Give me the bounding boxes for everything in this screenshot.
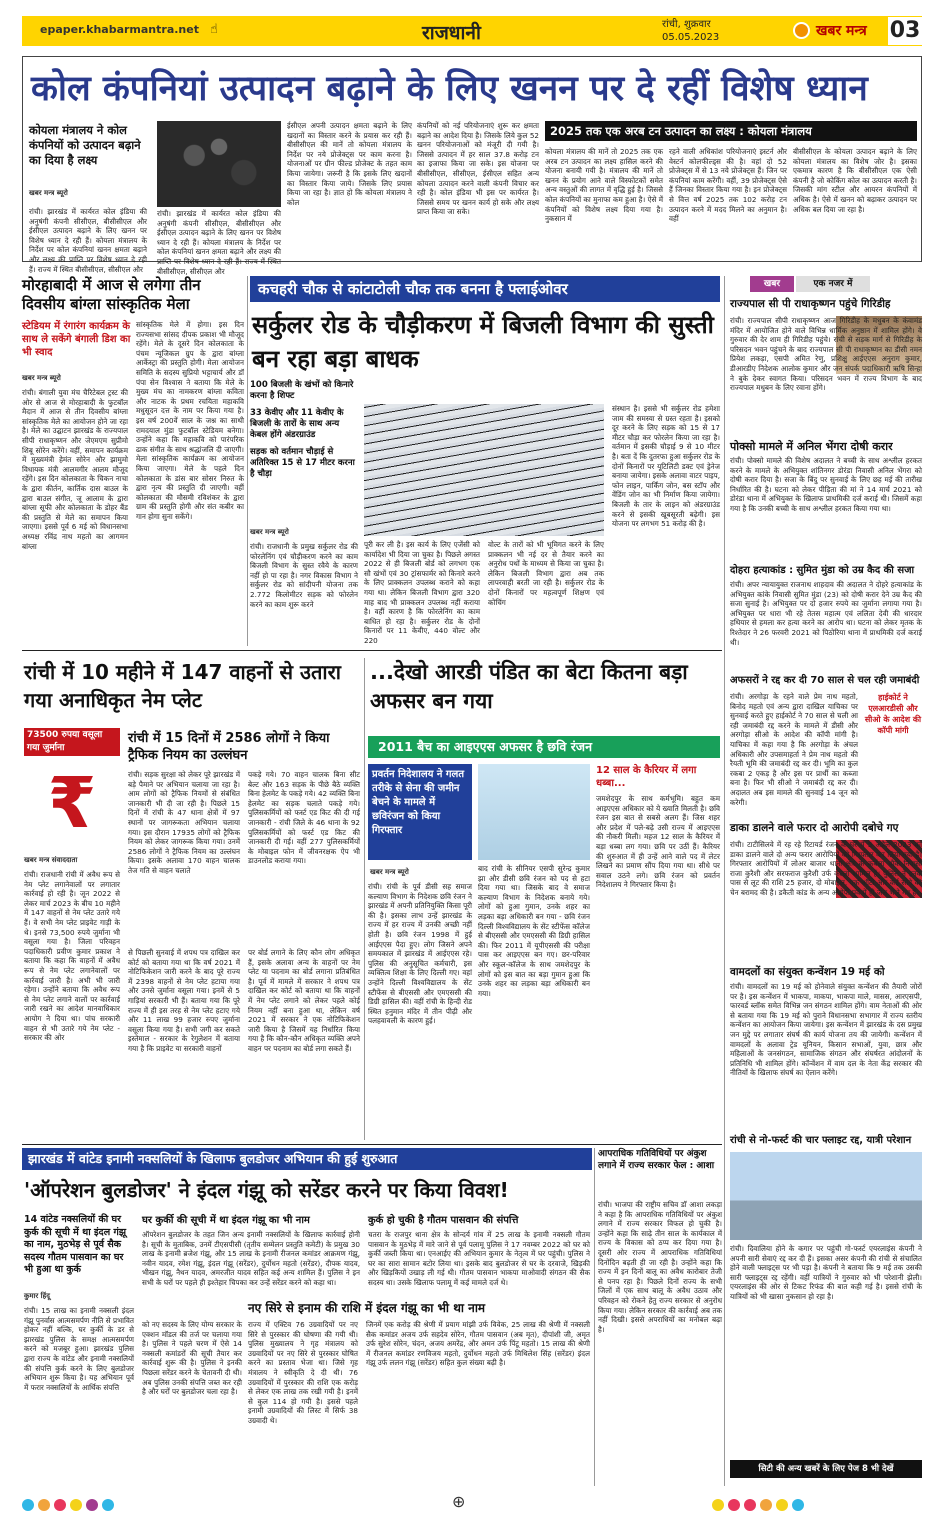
color-dot <box>744 1499 756 1511</box>
bangla-story <box>22 276 244 646</box>
lead-col-3: ईसीएल अपनी उत्पादन क्षमता बढ़ाने के लिए खदानों का विस्तार करने के प्रयास कर रही हैं। बीसीसीएल की मानें तो कोयला मंत्रालय के निर्देश पर नये प्रोजेक्ट्स पर काम करना है। योजनाओं पर ग्रीन फील्ड प्रोजेक्ट के तहत काम किया जायेगा। जरूरी है कि इसके लिए खदानों का विस्तार किया जाये। जिसके लिए प्रयास किया जा रहा है। ज्ञात हो कि कोयला मंत्रालय ने कोल <box>287 121 412 207</box>
flyover-col-3: वोल्ट के तारों को भी भूमिगत करने के लिए प्राक्कलन भी नई दर से तैयार करने का अनुरोध पथों के माध्यम से किया जा चुका है। लेकिन बिजली विभाग द्वारा अब तक लापरवाही बरती जा रही है। सर्कुलर रोड के दोनों किनारों पर महत्वपूर्ण शिक्षण एवं कोचिंग <box>488 540 604 607</box>
flyover-point-2: 33 केवीए और 11 केवीए के बिजली के तारों के साथ अन्य केबल होंगे अंडरग्राउंड <box>250 408 344 440</box>
lead-col-1: रांची। झारखंड में कार्यरत कोल इंडिया की अनुषंगी कंपनी सीसीएल, बीसीसीएल और ईसीएल उत्पादन बढ़ाने के लिए खनन पर विशेष ध्यान दे रही हैं। कोयला मंत्रालय के निर्देश पर कोल कंपनियां खनन क्षमता बढ़ाने और लक्ष्य की प्राप्ति पर विशेष ध्यान दे रही हैं। राज्य में स्थित बीसीसीएल, सीसीएल और <box>29 207 147 274</box>
section-divider <box>22 1144 722 1145</box>
plates-subhead: रांची में 15 दिनों में 2586 लोगों ने किया ट्रैफिक नियम का उल्लंघन <box>128 731 330 763</box>
page-number: 03 <box>889 18 921 43</box>
naxal-story <box>22 1148 592 1488</box>
column-divider <box>724 276 725 1486</box>
naxal-subhead: 14 वांटेड नक्सलियों की घर कुर्क की सूची में था इंदल गंझू का नाम, मुठभेड़ से पूर्व सैक सदस्य गौतम पासवान का घर भी हुआ था कुर्क <box>24 1214 127 1275</box>
ias-col-1: रांची। रांची के पूर्व डीसी सह समाज कल्याण विभाग के निदेशक छवि रंजन ने झारखंड में अपनी प्रतिनियुक्ति किसा पूरी की है। इसका लाभ उन्हें झारखंड के राज्य में हर राज्य में उनकी अच्छी नहीं होती है। छवि रंजन 1998 में हुई आईएएस पैदा हुए। लोग जिसने अपने समयकाल में झारखंड में आईएएस रहे। पुलिस की अनुसूचित कर्मचारी, इस व्यक्तित्व शिक्षा के लिए दिल्ली गए। वहां उन्होंने दिल्ली विश्वविद्यालय के सेंट स्टीफेंस से बीएससी और एमएससी की डिग्री हासिल की। वहीं रांची के हिन्दी रोड स्थित हनुमान मंदिर में तीन पीढ़ी और पलहवावली के कारण हुई। <box>368 882 472 1026</box>
column-divider <box>594 1148 595 1486</box>
section-divider <box>22 650 722 651</box>
tag-khabar: खबर <box>750 276 794 292</box>
brand-logo-icon <box>793 22 810 39</box>
plates-col-3: पकड़े गये। 70 वाहन चालक बिना सीट बेल्ट और 163 सड़क के पीछे बैठे व्यक्ति बिना हेलमेट के पकड़े गये। 42 व्यक्ति बिना हेलमेट का सड़क चलाते पकड़े गये। पुलिसकर्मियों को फर्स्ट एड किट की दी गई जानकारी - रांची जिले के 46 थाना के 92 पुलिसकर्मियों को फर्स्ट एड किट की जानकारी दी गई। वहीं 277 पुलिसकर्मियों के मोबाइल फोन में जीवनरक्षक ऐप भी डाउनलोड कराया गया। <box>248 770 360 866</box>
ias-strip: 2011 बैच का आइएएस अफसर है छवि रंजन <box>368 736 720 758</box>
tag-nazar: एक नजर में <box>796 276 870 292</box>
flyover-points <box>250 380 358 480</box>
bangla-col-2: सांस्कृतिक मेले में होगा। इस दिन राज्यसभा सांसद दीपक प्रकाश भी मौजूद रहेंगे। मेले के दूसरे दिन कोलकाता के पंचम न्यूजिकल ग्रुप के द्वारा बांग्ला आर्केस्ट्रा की प्रस्तुति होगी। मेला आयोजन समिति के सदस्य सुप्रियो भट्टाचार्य और डॉ पंपा सेन विश्वास ने बताया कि मेले के मुख्य मंच का नामकरण बांग्ला कविता और नाटक के प्रथम रचयिता महाकवि मधुसूदन दत्त के नाम पर किया गया है। इस वर्ष 200वें साल के जश्न का साथी रामदयाल मुंडा फुटबॉल स्टेडियम बनेगा। उन्होंने कहा कि महाकवि को पारंपरिक ढाक संगीत के साथ श्रद्धांजलि दी जाएगी। मेला सांस्कृतिक कार्यक्रम का आयोजन किया जाएगा। मेले के पहले दिन कोलकाता के डांस बार सोसर निरुत के द्वारा नृत्य की प्रस्तुति दी जाएगी। वहीं कोलकाता की मौसमी रविशंकर के द्वारा ग्राम की प्रस्तुति होगी और संत कबीर का गान होगा सुना सकेंगे। <box>136 320 244 521</box>
ias-box: प्रवर्तन निदेशालय ने गलत तरीके से सेना की जमीन बेचने के मामले में छविरंजन को किया गिरफ्तार <box>368 764 472 860</box>
plates-col-4: से पिछली सुनवाई में शपथ पत्र दाखिल कर कोर्ट को बताया गया था कि वर्ष 2021 में नोटिफिकेशन जारी करने के बाद पूरे राज्य में 2398 वाहनों से नेम प्लेट हटाया गया और उनसे जुर्माना वसूला गया। इनमें से 5 गाड़ियां सरकारी भी हैं। बताया गया कि पूरे राज्य में ही इस तरह से नेम प्लेट हटाए गये और 11 लाख 99 हजार रुपए जुर्माना वसूला किया गया है। सभी जगी कर सकते इस्तेमाल - सरकार के रेगुलेशन में बताया गया है कि प्राइवेट या सरकारी वाहनों <box>128 948 240 1053</box>
criminals-story <box>598 1148 722 1488</box>
plates-story <box>22 658 362 1140</box>
city-day: रांची, शुक्रवार <box>662 19 711 30</box>
column-divider <box>247 276 248 646</box>
lead-story <box>22 56 922 276</box>
right-column <box>730 276 922 1486</box>
bangla-byline: खबर मन्त्र ब्यूरो <box>22 374 61 382</box>
naxal-headline: 'ऑपरेशन बुलडोजर' ने इंदल गंझू को सरेंडर करने पर किया विवश! <box>24 1178 509 1202</box>
color-dot <box>728 1499 740 1511</box>
airplane-photo <box>730 1152 922 1240</box>
fine-tag: 73500 रुपया वसूला गया जुर्माना <box>24 728 120 756</box>
naxal-col-3: चतरा के राजपुर थाना क्षेत्र के सोन्दर्य गांव में 25 लाख के इनामी नक्सली गौतम पासवान के मुठभेड़ में मारे जाने से पूर्व पलामू पुलिस ने 17 नवम्बर 2022 को घर को कुर्की जब्ती किया था। एनआईए की अभियान कुमार के नेतृत्व में घर पहुंची। पुलिस ने घर का सारा सामान बटोर लिया था। इसके बाद बुलडोजर से घर के दरवाजे, खिड़की और खिड़कियों उखाड़ ली गई थी। गौतम पासवान भाकपा माओवादी संगठन की सैक सदस्य था। उसके खिलाफ पलामू में कई मामले दर्ज थे। <box>368 1230 590 1287</box>
color-dot <box>776 1499 788 1511</box>
flyover-headline: सर्कुलर रोड के चौड़ीकरण में बिजली विभाग की सुस्ती बन रहा बड़ा बाधक <box>252 311 714 373</box>
flyover-col-2: पूरी कर ली है। इस कार्य के लिए एजेंसी को कार्यादेश भी दिया जा चुका है। पिछले अगस्त 2022 से ही बिजली बोर्ड को लगभग एक सौ खंभों एवं 30 ट्रांसफार्मर को किनारे करने के लिए प्राक्कलन उपलब्ध कराने को कहा गया था। लेकिन बिजली विभाग द्वारा 320 माह बाद भी प्राक्कलन उपलब्ध नहीं कराया है। वहीं कारण है कि फोरलेनिंग का काम बाधित हो रहा है। सर्कुलर रोड के दोनों किनारों पर 11 केवीए, 440 वोल्ट और 220 <box>364 540 480 645</box>
brief-7-text: रांची। दिवालिया होने के कगार पर पहुंची गो-फर्स्ट एयरलाइंस कंपनी ने अपनी सारी सेवाएं रद्द कर दी हैं। इसका असर कंपनी की रांची से संचालित होने वाली फ्लाइट्स पर भी पड़ा है। कंपनी ने बताया कि 9 मई तक उसकी सारी फ्लाइट्स रद्द रहेंगी। वहीं यात्रियों ने गुरुवार को भी परेशानी झेली। एयरलाइंस की ओर से टिकट रिफंड की बात कही गई है। इससे रांची के यात्रियों को भी खासा नुकसान हो रहा है। <box>730 1244 922 1301</box>
rupee-icon: ₹ <box>24 758 120 850</box>
brief-5-headline: डाका डालने वाले फरार दो आरोपी दबोचे गए <box>730 822 899 834</box>
ias-headline: ...देखो आरडी पंडित का बेटा कितना बड़ा अफसर बन गया <box>370 660 688 713</box>
ias-col-3: जमशेदपुर के साथ कर्मभूमि। बहुत कम आइएएस अधिकार को ये ख्याति मिलती है। छवि रंजन इस बात से सबसे अलग हैं। जिस शहर और प्रदेश में पले-बढ़े उसी राज्य में आइएएस की नौकरी मिली। महज 12 साल के कैरियर में बड़ा धब्बा लग गया। छवि पर उठीं हैं। कैरियर की शुरुआत में ही उन्हें आने वाले पद में लेटर लिखने का प्रमाण सौंप दिया गया था। सीधे पर सवाल उठने लगे। छवि रंजन को प्रवर्तन निदेशालय ने गिरफ्तार किया है। <box>596 794 720 890</box>
lead-col-2: रांची। झारखंड में कार्यरत कोल इंडिया की अनुषंगी कंपनी सीसीएल, बीसीसीएल और ईसीएल उत्पादन बढ़ाने के लिए खनन पर विशेष ध्यान दे रही हैं। कोयला मंत्रालय के निर्देश पर कोल कंपनियां खनन क्षमता बढ़ाने और लक्ष्य की प्राप्ति पर विशेष ध्यान दे रही हैं। राज्य में स्थित बीसीसीएल, सीसीएल और <box>157 209 281 276</box>
color-dot <box>22 1499 34 1511</box>
brief-1-headline: राज्यपाल सी पी राधाकृष्णन पहुंचे गिरिडीह <box>730 298 891 310</box>
plates-headline: रांची में 10 महीने में 147 वाहनों से उतारा गया अनाधिकृत नेम प्लेट <box>24 660 341 712</box>
bangla-col-1: रांची। बंगाली युवा मंच चैरिटेबल ट्रस्ट की ओर से आज से मोरहाबादी के फुटबॉल मैदान में आज से तीन दिवसीय बांग्ला सांस्कृतिक मेले का आयोजन होने जा रहा है। मेले का उद्घाटन झारखंड के राज्यपाल सीपी राधाकृष्णन और जेएमएम सुप्रीमो शिबू सोरेन करेंगे। वहीं, समापन कार्यक्रम में मुख्यमंत्री हेमंत सोरेन और झामुमो विधायक मंत्री आलमगीर आलम मौजूद रहेंगे। इस दिन कोलकाता के चिकन नाचा के द्वारा कीर्तन, कार्तिक दास बाउल के द्वारा बाउल संगीत, जू आलाम के द्वारा बांग्ला सूफी और कोलकाता के डोहर बैंड की प्रस्तुति से मेले का समापन किया जाएगा। इससे पूर्व 6 मई को विधानसभा अध्यक्ष रविंद्र नाथ महतो का आगमन बांग्ला <box>22 388 128 551</box>
naxal-h3: कुर्क हो चुकी है गौतम पासवान की संपत्ति <box>368 1215 519 1226</box>
flyover-story <box>250 276 722 646</box>
news-brief-tag <box>730 276 922 292</box>
power-lines-photo <box>364 404 604 536</box>
flyover-point-1: 100 बिजली के खंभों को किनारे करना है शिफ्ट <box>250 380 354 401</box>
coal-photo <box>157 121 281 207</box>
brief-4-headline: अफसरों ने रद्द कर दी 70 साल से चल रही जमाबंदी <box>730 675 920 686</box>
lead-strip: 2025 तक एक अरब टन उत्पादन का लक्ष्य : कोयला मंत्रालय <box>545 121 917 141</box>
dateline <box>662 18 719 44</box>
naxal-byline: कुमार हिंदू <box>24 1292 50 1300</box>
naxal-strip: झारखंड में वांटेड इनामी नक्सलियों के खिलाफ बुलडोजर अभियान की हुई शुरुआत <box>22 1148 592 1170</box>
color-dot <box>70 1499 82 1511</box>
naxal-h2: घर कुर्की की सूची में था इंदल गंझू का भी नाम <box>142 1215 310 1226</box>
brief-footer: सिटी की अन्य खबरें के लिए पेज 8 भी देखें <box>730 1460 922 1478</box>
naxal-col-6: जिनमें एक करोड़ की श्रेणी में प्रयाग मांझी उर्फ विवेक, 25 लाख की श्रेणी में नक्सली सैक कमांडर अजय उर्फ सहदेव सोरेन, गौतम पासवान (अब मृत), दीपांशी जी, अमृत उर्फ सुरेश सोरेन, चंदन, अजय अमरेंद्र, और अमन उर्फ पिंटू महतो। 15 लाख की श्रेणी में रीजनल कमांडर रणविजय महतो, दुर्योधन महतो उर्फ मिथिलेश सिंह (सरेंडर) इंदल गंझू उर्फ ललन गंझू (सरेंडर) सहित कुल संख्या बढ़ी है। <box>366 1320 590 1368</box>
color-dot <box>102 1499 114 1511</box>
column-divider <box>364 658 365 1140</box>
flyover-strip: कचहरी चौक से कांटाटोली चौक तक बनना है फ्लाईओवर <box>250 276 720 302</box>
brief-3-headline: दोहरा हत्याकांड : सुमित मुंडा को उम्र कैद की सजा <box>730 565 915 576</box>
bangla-subhead: स्टेडियम में रंगारंग कार्यक्रम के साथ ले सकेंगे बंगाली डिश का भी स्वाद <box>22 321 131 358</box>
lead-kicker: कोयला मंत्रालय ने कोल कंपनियों को उत्पादन बढ़ाने का दिया है लक्ष्य <box>29 123 141 167</box>
brief-3-text: रांची। अपर न्यायायुक्त राजनाथ शाहदाव की अदालत ने दोहरे हत्याकांड के अभियुक्त कांके निवासी सुमित मुंडा (23) को दोषी करार देने उम्र कैद की सजा सुनाई है। अभियुक्त पर दो हजार रुपये का जुर्माना लगाया गया है। अभियुक्त पर धारा भी रहे तेतस महात्म एवं ललिता देवी की धारदार हथियार से हमला कर हत्या करने का आरोप था। घटना को लेकर मृतक के रिश्तेदार ने 26 फरवरी 2021 को पिठोरिया थाना में प्राथमिकी दर्ज कराई थी। <box>730 580 922 647</box>
brief-6-text: रांची। वामदलों का 19 मई को होनेवाले संयुक्त कन्वेंशन की तैयारी जोरों पर है। इस कन्वेंशन में भाकपा, माकपा, भाकपा माले, मासस, आरएसपी, फारवर्ड ब्लॉक समेत विभिन्न जन संगठन शामिल होंगे। वाम नेताओं की ओर से बताया गया कि 19 मई को पुराने विधानसभा सभागार में राज्य स्तरीय कन्वेंशन का आयोजन किया जायेगा। इस कन्वेंशन में झारखंड के दस प्रमुख जन मुद्दे पर लगातार संघर्ष की कार्य योजना तय की जायेगी। कन्वेंशन में वामदलों के अलावा ट्रेड यूनियन, किसान सभाओं, युवा, छात्र और महिलाओं के जनसंगठन, सामाजिक संगठन और संघर्षरत आंदोलनों के प्रतिनिधि भी शामिल होंगे। कॉन्वेंशन में वाम दल के नेता केंद्र सरकार की नीतियों के खिलाफ संघर्ष का ऐलान करेंगे। <box>730 982 922 1078</box>
color-registration-left <box>22 1496 118 1515</box>
color-dot <box>38 1499 50 1511</box>
lead-headline: कोल कंपनियां उत्पादन बढ़ाने के लिए खनन पर दे रहीं विशेष ध्यान <box>31 69 868 109</box>
masthead <box>22 16 922 46</box>
naxal-col-4: को नए सदस्य के लिए योग्य सरकार के एक्शन मॉडल की तर्ज पर चलाया गया है। पुलिस ने पहले चरण में ऐसे 14 नक्सली कमांडरों की सूची तैयार कर कार्रवाई शुरू की है। पुलिस ने इनकी पिछला सरेंडर करने के चेतावनी दी थी। अब पुलिस उनकी संपत्ति जब्त कर रही है और घरों पर बुलडोजर चला रहा है। <box>142 1320 242 1397</box>
color-dot <box>54 1499 66 1511</box>
brief-4-inset: हाईकोर्ट ने एलआरडीसी और सीओ के आदेश की कॉपी मांगी <box>864 693 922 735</box>
lead-col-6: रहने वाली अधिकांश परियोजनाएं इस्टर्न और वेस्टर्न कोलफील्ड्स की है। वहां दो 52 प्रोजेक्ट्स में से 13 नये प्रोजेक्ट्स हैं। जिन पर कंपनियां काम करेंगी। वहीं, 39 प्रोजेक्ट्स ऐसे हैं जिनका विस्तार किया गया है। इन प्रोजेक्ट्स से वित्त वर्ष 2025 तक 102 करोड़ टन उत्पादन करने में मदद मिलने का अनुमान है। वहीं <box>669 147 787 224</box>
naxal-h4: नए सिरे से इनाम की राशि में इंदल गंझू का भी था नाम <box>248 1301 486 1315</box>
brand-name: खबर मन्त्र <box>816 23 867 39</box>
lead-col-5: कोयला मंत्रालय की मानें तो 2025 तक एक अरब टन उत्पादन का लक्ष्य हासिल करने की योजना बनायी गयी है। मंत्रालय की मानें तो खनन के प्रयोग आने वाले विस्फोटकों समेत अन्य वस्तुओं की लागत में वृद्धि हुई है। जिससे कोल कंपनियों का मुनाफा कम हुआ है। ऐसे में कंपनियों को विशेष लक्ष्य दिया गया है। नुकसान में <box>545 147 663 224</box>
officer-photo <box>478 764 590 860</box>
flyover-col-4: संस्थान है। इससे भी सर्कुलर रोड हमेशा जाम की समस्या से ग्रस्त रहता है। इसको दूर करने के लिए सड़क को 15 से 17 मीटर चौड़ा कर फोरलेन किया जा रहा है। वर्तमान में इसकी चौड़ाई 9 से 10 मीटर है। बता दें कि दुतरफा हुआ सर्कुलर रोड के दोनों किनारों पर यूटिलिटी डक्ट एवं ड्रेनेज बनाया जायेगा। इसके अलावा वाटर पाइप, फोन लाइन, पार्किंग जोन, बस स्टॉप और वेंडिंग जोन का भी निर्माण किया जायेगा। बिजली के तार के लाइन को अंडरग्राउंड करने से इसकी खूबसूरती बढ़ेगी। इस योजना पर लगभग 51 करोड़ की है। <box>612 404 720 529</box>
ias-col-2: बाद रांची के सीनियर एसपी सुरेन्द्र कुमार झा और डीसी छवि रंजन को पद से हटा दिया गया था। जिसके बाद वे समाज कल्याण विभाग के निदेशक बनाये गये। लोगों को हुआ गुमान, उनके शहर का लड़का बड़ा अधिकारी बन गया - छवि रंजन दिल्ली विश्वविद्यालय के सेंट स्टीफेंस कॉलेज से बीएससी और एमएससी की डिग्री हासिल की। फिर 2011 में यूपीएससी की परीक्षा पास कर आइएएस बन गए। छर-परिवार और स्कूल-कॉलेज के साथ जमशेदपुर के लोगों को इस बात का बड़ा गुमान हुआ कि उनके शहर का लड़का बड़ा अधिकारी बन गया। <box>478 864 590 998</box>
career-tag: 12 साल के कैरियर में लगा धब्बा... <box>596 765 697 789</box>
plates-col-5: पर बोर्ड लगाने के लिए कौन लोग अधिकृत हैं, इसके अलावा अन्य के वाहनों पर नेम प्लेट या पदनाम का बोर्ड लगाना प्रतिबंधित है। पूर्व में मामले में सरकार ने शपथ पत्र दाखिल कर कोर्ट को बताया था कि वाहनों में नेम प्लेट लगाने को लेकर पहले कोई नियम नहीं बना हुआ था, लेकिन वर्ष 2021 में सरकार ने एक नोटिफिकेशन जारी किया है जिसमें यह निर्धारित किया गया है कि कौन-कौन अधिकृत व्यक्ति अपने वाहन पर पदनाम का बोर्ड लगा सकते हैं। <box>248 948 360 1053</box>
brief-7-headline: रांची से नो-फर्स्ट की चार फ्लाइट रद्द, यात्री परेशान <box>730 1135 912 1146</box>
section-title: राजधानी <box>422 22 481 44</box>
lead-col-7: बीसीसीएल के कोयला उत्पादन बढ़ाने के लिए कोयला मंत्रालय का विशेष जोर है। इसका एकमात्र कारण है कि बीसीसीएल एक ऐसी कंपनी है जो कोकिंग कोल का उत्पादन करती है। जिसकी मांग स्टील और आयरन कंपनियों में अधिक है। ऐसे में खनन को बढ़ाकर उत्पादन पर अधिक बल दिया जा रहा है। <box>793 147 917 214</box>
color-dot <box>86 1499 98 1511</box>
criminals-text: रांची। भाजपा की राष्ट्रीय सचिव डॉ आशा लकड़ा ने कहा है कि आपराधिक गतिविधियों पर अंकुश लगाने में राज्य सरकार विफल हो चुकी है। उन्होंने कहा कि साढ़े तीन साल के कार्यकाल में राज्य के विकास को ठप्प कर दिया गया है। दूसरी ओर राज्य में आपराधिक गतिविधियां दिनोंदिन बढ़ती ही जा रही है। उन्होंने कहा कि राज्य में इन दिनों बालू का अवैध कारोबार तेजी से पनप रहा है। पिछले दिनों राज्य के सभी जिलों में एक साथ बालू के अवैध उठाव और परिवहन को रोकने हेतु राज्य सरकार से अनुरोध किया गया। लेकिन सरकार की कार्रवाई अब तक नहीं दिखी। इससे अपराधियों का मनोबल बढ़ा है। <box>598 1200 722 1334</box>
color-dot <box>712 1499 724 1511</box>
flyover-col-1: रांची। राजधानी के प्रमुख सर्कुलर रोड की फोरलेनिंग एवं चौड़ीकरण करने का काम बिजली विभाग के सुस्त रवैये के कारण नहीं हो पा रहा है। नगर विकास विभाग ने सर्कुलर रोड को सांदीपनी योजना तक 2.772 किलोमीटर सड़क को फोरलेन करने का काम शुरू करने <box>250 542 358 609</box>
color-dot <box>760 1499 772 1511</box>
brief-5-text: रांची। टाटीसिलवे में रह रहे रिटायर्ड रंजन के घर में 5 अप्रैल 2023 को डाका डालने वाले दो अन्य फरार आरोपियों को गिरफ्तार कर लिया गया है। गिरफ्तार आरोपियों में लोअर बाजार थाना क्षेत्र के कर्बला चौक निवासी राजा कुरैशी और सरफराज कुरैशी उर्फ कल्लो शामिल हैं। पुलिस ने इनके पास से लूट की राशि 25 हजार, दो मोबाइल, एक ऑटो और कई सोने की चेन बरामद की है। डकैती कांड के अन्य आरोपी पूर्व में ही जेल भेजे गए हैं। <box>730 840 922 897</box>
site-url[interactable]: epaper.khabarmantra.net <box>40 23 199 36</box>
lead-col-4: कंपनियों को नई परियोजनाएं शुरू कर क्षमता बढ़ाने का आदेश दिया है। जिसके लिये कुल 52 खनन परियोजनाओं को मंजूरी दी गयी है। जिससे उत्पादन में हर साल 37.8 करोड़ टन का इजाफा किया जा सके। इस योजना पर बीसीसीएल, सीसीएल, ईसीएल सहित अन्य कोयला उत्पादन करने वाली कंपनी विचार कर रही है। कोल इंडिया भी इस पर कार्यरत है। जिससे समय पर खनन कार्य हो सके और लक्ष्य प्राप्त किया जा सके। <box>417 121 539 217</box>
brief-6-headline: वामदलों का संयुक्त कन्वेंशन 19 मई को <box>730 966 885 978</box>
registration-mark-icon: ⊕ <box>452 1492 466 1511</box>
brief-1-text: रांची। राज्यपाल सीपी राधाकृष्णन आज गिरिडीह के मधुबन के कंवामंड मंदिर में आयोजित होने वाले विभिन्न धार्मिक अनुष्ठान में शामिल होंगे। वे गुरुवार की देर शाम ही गिरिडीह पहुंचे। रांची से सड़क मार्ग से गिरिडीह के परिसदन भवन पहुंचने के बाद राज्यपाल सी पी राधाकृष्णन का डीसी नमन प्रियेश लकड़ा, एसपी अमित रेणु, प्रशिक्षु आईएएस अनुराग कुमार, डीआरडीए निदेशक आलोक कुमार और जन संपर्क पदाधिकारी ऋषि सिन्हा ने बुके देकर स्वागत किया। परिसदन भवन में राज्य विभाग के बाद राज्यपाल मधुबन के लिए रवाना होंगे। <box>730 316 922 393</box>
brief-2-headline: पोक्सो मामले में अनिल भेंगरा दोषी करार <box>730 440 893 453</box>
plates-col-2: रांची। सड़क सुरक्षा को लेकर पूरे झारखंड में बड़े पैमाने पर अभियान चलाया जा रहा है। आम लोगों को ट्रैफिक नियमों से संबंधित जानकारी भी दी जा रही है। पिछले 15 दिनों में रांची के 47 थाना क्षेत्रों में 97 स्थानों पर जागरूकता अभियान चलाया गया। इस दौरान 17935 लोगों को ट्रैफिक नियम को लेकर जागरूक किया गया। उनमें 2586 लोगों ने ट्रैफिक नियम का उल्लंघन किया। इसके अलावा 170 वाहन चालक तेज गति से वाहन चलाते <box>128 770 240 875</box>
flyover-point-3: सड़क को वर्तमान चौड़ाई से अतिरिक्त 15 से 17 मीटर करना है चौड़ा <box>250 447 355 479</box>
criminals-headline: आपराधिक गतिविधियों पर अंकुश लगाने में राज्य सरकार फेल : आशा <box>598 1149 715 1171</box>
lead-byline: खबर मन्त्र ब्यूरो <box>29 189 68 197</box>
plates-col-1: रांची। राजधानी रांची में अवैध रूप से नेम प्लेट लगानेवालों पर लगातार कार्रवाई हो रही है। जून 2022 से लेकर मार्च 2023 के बीच 10 महीने में 147 वाहनों से नेम प्लेट उतारे गये हैं। वे सभी नेम प्लेट प्राइवेट गाड़ी के थे। इनसे 73,500 रुपये जुर्माना भी वसूला गया है। जिला परिवहन पदाधिकारी प्रवीण कुमार प्रकाश ने बताया कि कहा कि वाहनों में अवैध रूप से नेम प्लेट लगानेवालों पर कार्रवाई जारी है। अभी भी जारी रहेगा। उन्होंने बताया कि अवैध रूप से नेम प्लेट लगाने वालों पर कार्रवाई जारी रखने का आदेश मानवाधिकार आयोग ने दिया था। पांच सरकारी वाहन से भी उतारे गये नेम प्लेट - सरकार की ओर <box>24 870 120 1043</box>
plates-byline: खबर मन्त्र संवाददाता <box>24 856 78 864</box>
issue-date: 05.05.2023 <box>662 32 720 43</box>
brief-2-text: रांची। पोक्सो मामले की विशेष अदालत ने बच्ची के साथ अश्लील हरकत करने के मामले के अभियुक्त शांतिनगर डोरंडा निवासी अनिल भेंगरा को दोषी करार दिया है। सजा के बिंदु पर सुनवाई के लिए छह मई की तारीख निर्धारित की है। घटना को लेकर पीड़िता की मां ने 14 मार्च 2021 को डोरंडा थाना में अभियुक्त के खिलाफ प्राथमिकी दर्ज कराई थी। जिसमें कहा गया है कि उनकी बच्ची के साथ अश्लील हरकत किया गया था। <box>730 456 922 513</box>
naxal-col-5: राज्य में एक्टिव 76 उग्रवादियों पर नए सिरे से पुरस्कार की घोषणा की गयी थी। पुलिस मुख्यालय ने गृह मंत्रालय को उग्रवादियों पर नए सिरे से पुरस्कार घोषित करने का प्रस्ताव भेजा था। जिसे गृह मंत्रालय ने स्वीकृति दे दी थी। 76 उग्रवादियों में पुरस्कार की राशि एक करोड़ से लेकर एक लाख तक रखी गयी है। इनमें से कुल 114 हो गयी है। इससे पहले इनामी उग्रवादियों की लिस्ट में सिर्फ 38 उग्रवादी थे। <box>248 1320 358 1425</box>
ias-byline: खबर मन्त्र ब्यूरो <box>370 868 409 876</box>
flyover-byline: खबर मन्त्र ब्यूरो <box>250 528 289 536</box>
brief-4-text: रांची। अरगोड़ा के रहने वाले प्रेम नाथ महतो, बिनोद महतो एवं अन्य द्वारा दाखिल याचिका पर सुनवाई करते हुए हाईकोर्ट ने 70 साल से चली आ रही जमाबंदी रद्द करने के मामले में डीसी और अरगोड़ा सीओ के आदेश की कॉपी मांगी है। याचिका में कहा गया है कि अरगोड़ा के अंचल अधिकारी और उपसमाहर्ता ने प्रेम नाथ महतो की रैयती भूमि की जमाबंदी रद्द कर दी। भूमि का कुल रकबा 2 एकड़ है और इस पर प्रार्थी का कब्जा बना है। फिर भी सीओ ने जमाबंदी रद्द कर दी। अदालत अब इस मामले की सुनवाई 14 जून को करेगी। <box>730 692 858 807</box>
color-registration-right <box>712 1496 808 1515</box>
bangla-headline: मोरहाबादी में आज से लगेगा तीन दिवसीय बांग्ला सांस्कृतिक मेला <box>22 276 201 313</box>
naxal-col-2: ऑपरेशन बुलडोजर के तहत जिन अन्य इनामी नक्सलियों के खिलाफ कार्रवाई होनी है। सूची के मुताबिक, उनमें टीएसपीसी (तृतीय सम्मेलन प्रस्तुति कमेटी) के प्रमुख 30 लाख के इनामी ब्रजेश गंझू, और 15 लाख के इनामी रीजनल कमांडर आक्रमण गंझू, नवीन यादव, रमेश गंझू, इंदल गंझू (सरेंडर), दुर्योधन महतो (सरेंडर), दीपक यादव, भीखन गंझू, नैथन यादव, अमरजीत यादव सहित कई अन्य शामिल हैं। पुलिस ने इन सभी के घरों पर पहले ही इश्तेहार चिपका कर उन्हें सरेंडर करने को कहा था। <box>142 1230 360 1287</box>
ias-story <box>368 658 722 1140</box>
hand-pointer-icon: ☝ <box>210 22 218 37</box>
color-dot <box>792 1499 804 1511</box>
naxal-col-1: रांची। 15 लाख का इनामी नक्सली इंदल गंझू पुनर्वास आत्मसमर्पण नीति से प्रभावित होकर नहीं बल्कि, घर कुर्की के डर से झारखंड पुलिस के समक्ष आत्मसमर्पण करने को मजबूर हुआ। झारखंड पुलिस द्वारा राज्य के वांटेड और इनामी नक्सलियों की संपत्ति कुर्क करने के लिए बुलडोजर अभियान शुरू किया है। यह अभियान पूर्व में फरार नक्सलियों के आर्थिक संपत्ति <box>24 1306 134 1392</box>
